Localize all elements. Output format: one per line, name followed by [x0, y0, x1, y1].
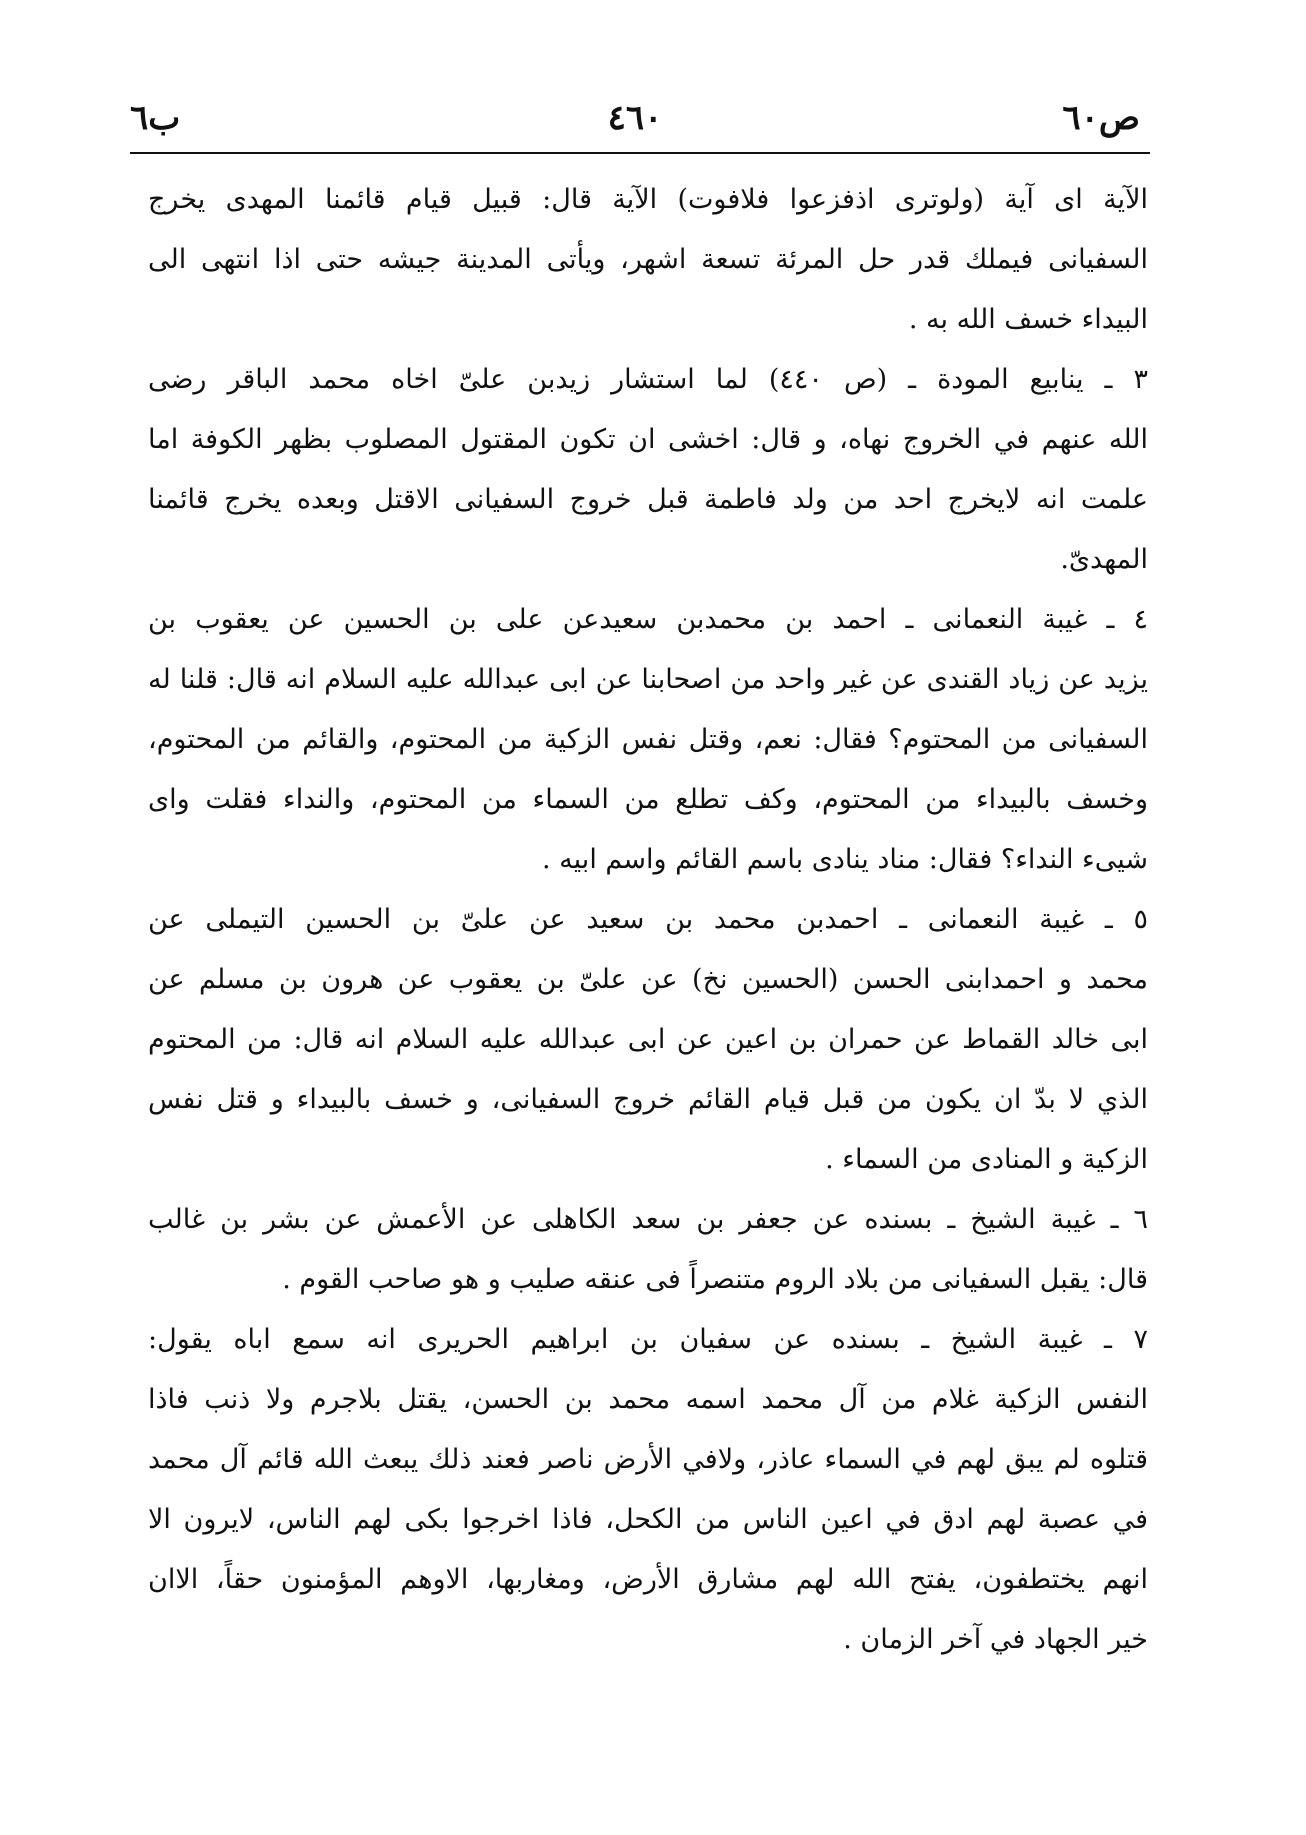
header-page-ref-left: ب٦ — [130, 98, 181, 138]
text-line: الآية اى آية (ولوترى اذفزعوا فلافوت) الآية قال: قبيل قيام قائمنا المهدى يخرج — [148, 184, 1148, 215]
header-rule — [130, 152, 1150, 154]
text-line: ٧ ـ غيبة الشيخ ـ بسنده عن سفيان بن ابراهيم الحريرى انه سمع اباه يقول: — [148, 1324, 1148, 1355]
text-line: السفيانى من المحتوم؟ فقال: نعم، وقتل نفس الزكية من المحتوم، والقائم من المحتوم، — [148, 724, 1148, 755]
text-line: وخسف بالبيداء من المحتوم، وكف تطلع من السماء من المحتوم، والنداء فقلت واى — [148, 784, 1148, 815]
text-line: انهم يختطفون، يفتح الله لهم مشارق الأرض، ومغاربها، الاوهم المؤمنون حقاً، الاان — [148, 1564, 1148, 1595]
text-line: الذي لا بدّ ان يكون من قبل قيام القائم خروج السفيانى، و خسف بالبيداء و قتل نفس — [148, 1084, 1148, 1115]
text-line: خير الجهاد في آخر الزمان . — [843, 1624, 1148, 1655]
page-header — [130, 92, 1140, 148]
text-line: البيداء خسف الله به . — [908, 304, 1148, 335]
text-line: ٥ ـ غيبة النعمانى ـ احمدبن محمد بن سعيد عن علىّ بن الحسين التيملى عن — [148, 904, 1148, 935]
text-line: ٦ ـ غيبة الشيخ ـ بسنده عن جعفر بن سعد الكاهلى عن الأعمش عن بشر بن غالب — [148, 1204, 1148, 1235]
text-line: في عصبة لهم ادق في اعين الناس من الكحل، فاذا اخرجوا بكى لهم الناس، لايرون الا — [148, 1504, 1148, 1535]
text-line: ابى خالد القماط عن حمران بن اعين عن ابى عبدالله عليه السلام انه قال: من المحتوم — [148, 1024, 1148, 1055]
header-page-ref-right: ص٦٠ — [1062, 98, 1140, 138]
body-text — [148, 170, 1148, 1670]
text-line: قال: يقبل السفيانى من بلاد الروم متنصراً فى عنقه صليب و هو صاحب القوم . — [282, 1264, 1148, 1295]
text-line: النفس الزكية غلام من آل محمد اسمه محمد بن الحسن، يقتل بلاجرم ولا ذنب فاذا — [148, 1384, 1148, 1415]
text-line: يزيد عن زياد القندى عن غير واحد من اصحابنا عن ابى عبدالله عليه السلام انه قال: قلنا له — [148, 664, 1148, 695]
text-line: السفيانى فيملك قدر حل المرئة تسعة اشهر، ويأتى المدينة جيشه حتى اذا انتهى الى — [148, 244, 1148, 275]
text-line: قتلوه لم يبق لهم في السماء عاذر، ولافي الأرض ناصر فعند ذلك يبعث الله قائم آل محمد — [148, 1444, 1148, 1475]
text-line: المهدىّ. — [1060, 544, 1148, 575]
text-line: ٣ ـ ينابيع المودة ـ (ص ٤٤٠) لما استشار زيدبن علىّ اخاه محمد الباقر رضى — [148, 364, 1148, 395]
text-line: الله عنهم في الخروج نهاه، و قال: اخشى ان تكون المقتول المصلوب بظهر الكوفة اما — [148, 424, 1148, 455]
text-line: الزكية و المنادى من السماء . — [825, 1144, 1148, 1175]
text-line: محمد و احمدابنى الحسن (الحسين نخ) عن علىّ بن يعقوب عن هرون بن مسلم عن — [148, 964, 1148, 995]
page-number: ٤٦٠ — [607, 98, 663, 138]
text-line: شيىء النداء؟ فقال: مناد ينادى باسم القائم واسم ابيه . — [542, 844, 1148, 875]
text-line: ٤ ـ غيبة النعمانى ـ احمد بن محمدبن سعيدعن على بن الحسين عن يعقوب بن — [148, 604, 1148, 635]
text-line: علمت انه لايخرج احد من ولد فاطمة قبل خروج السفيانى الاقتل وبعده يخرج قائمنا — [148, 484, 1148, 515]
